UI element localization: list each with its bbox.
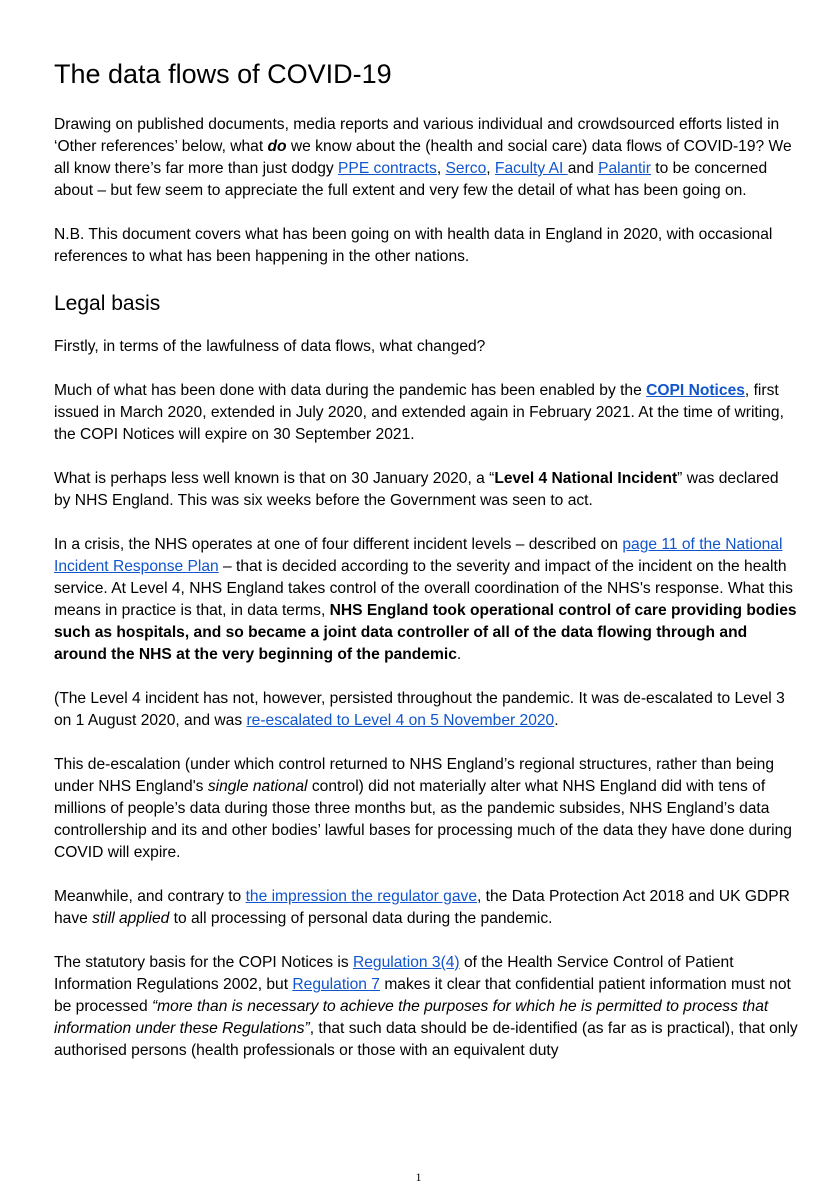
link-copi-notices[interactable]: COPI Notices [646, 382, 745, 399]
text-run: Drawing on published documents, media reports and various individual and crowdsourced efforts listed in ‘Other references’ below, what [54, 116, 780, 155]
text-run: to be concerned about – but few seem to appreciate the full extent and very few the detail of what has been going on. [54, 160, 768, 199]
section-heading-legal-basis: Legal basis [54, 292, 161, 315]
text-run: , that such data should be de-identified (as far as is practical), that only authorised persons (health professionals or those with an equivalent duty [54, 1020, 798, 1059]
text-run: (The Level 4 incident has not, however, persisted throughout the pandemic. It was de-escalated to Level 3 on 1 August 2020, and was [54, 690, 785, 729]
text-run: In a crisis, the NHS operates at one of four different incident levels – described on [54, 536, 623, 553]
bold-level-4-incident: Level 4 National Incident [494, 470, 678, 487]
text-run: to all processing of personal data during the pandemic. [169, 910, 553, 927]
emphasis-do: do [267, 138, 287, 155]
legal-paragraph-8 [54, 952, 799, 1062]
document-title: The data flows of COVID-19 [54, 59, 392, 89]
text-run: we know about the (health and social care) data flows of COVID-19? We all know there’s far more than just dodgy [54, 138, 792, 177]
text-run: of the Health Service Control of Patient Information Regulations 2002, but [54, 954, 734, 993]
italic-single-national: single national [207, 778, 308, 795]
text-run: and [567, 160, 599, 177]
italic-quote-regulation: “more than is necessary to achieve the purposes for which he is permitted to process that information under these Regulations” [54, 998, 769, 1037]
text-run: What is perhaps less well known is that on 30 January 2020, a “ [54, 470, 495, 487]
legal-paragraph-5 [54, 688, 799, 732]
intro-paragraph-2: N.B. This document covers what has been going on with health data in England in 2020, with occasional references to what has been happening in the other nations. [54, 226, 773, 265]
italic-still-applied: still applied [92, 910, 170, 927]
link-palantir[interactable]: Palantir [598, 160, 651, 177]
legal-paragraph-7 [54, 886, 799, 930]
link-ppe-contracts[interactable]: PPE contracts [338, 160, 437, 177]
text-run: , the Data Protection Act 2018 and UK GDPR have [54, 888, 790, 927]
text-run: makes it clear that confidential patient information must not be processed [54, 976, 791, 1015]
text-run: ” was declared by NHS England. This was six weeks before the Government was seen to act. [54, 470, 779, 509]
text-run: Much of what has been done with data during the pandemic has been enabled by the [54, 382, 647, 399]
text-run: This de-escalation (under which control returned to NHS England’s regional structures, rather than being under NHS England's [54, 756, 775, 795]
legal-paragraph-6 [54, 754, 799, 864]
text-run: , first issued in March 2020, extended in July 2020, and extended again in February 2021. At the time of writing, the COPI Notices will expire on 30 September 2021. [54, 382, 784, 443]
link-regulation-3-4[interactable]: Regulation 3(4) [353, 954, 460, 971]
link-faculty-ai[interactable]: Faculty AI [494, 160, 568, 177]
text-run: . [554, 712, 559, 729]
text-run: Meanwhile, and contrary to [54, 888, 246, 905]
link-serco[interactable]: Serco [445, 160, 487, 177]
bold-operational-control: NHS England took operational control of care providing bodies such as hospitals, and so became a joint data controller of all of the data flowing through and around the NHS at the very beginning of the pandemic [54, 602, 797, 663]
link-regulation-7[interactable]: Regulation 7 [292, 976, 380, 993]
text-run: , [436, 160, 446, 177]
legal-paragraph-4 [54, 534, 799, 666]
text-run: . [456, 646, 462, 663]
link-re-escalated[interactable]: re-escalated to Level 4 on 5 November 2020 [246, 712, 555, 729]
text-run: The statutory basis for the COPI Notices is [54, 954, 353, 971]
text-run: , [486, 160, 495, 177]
legal-paragraph-2 [54, 380, 799, 446]
text-run: control) did not materially alter what NHS England did with tens of millions of people’s data during those three months but, as the pandemic subsides, NHS England’s data controllership and its and other bodies’ lawful bases for processing much of the data they have done during COVID will expire. [54, 778, 792, 861]
legal-paragraph-1: Firstly, in terms of the lawfulness of data flows, what changed? [54, 338, 486, 355]
legal-paragraph-3 [54, 468, 799, 512]
page-number: 1 [415, 1170, 422, 1184]
link-incident-response-plan[interactable]: page 11 of the National Incident Response Plan [54, 536, 783, 575]
link-regulator-impression[interactable]: the impression the regulator gave [245, 888, 478, 905]
text-run: – that is decided according to the severity and impact of the incident on the health service. At Level 4, NHS England takes control of the overall coordination of the NHS's response. What this means in practice is that, in data terms, [54, 558, 793, 619]
intro-paragraph-1 [54, 114, 799, 202]
